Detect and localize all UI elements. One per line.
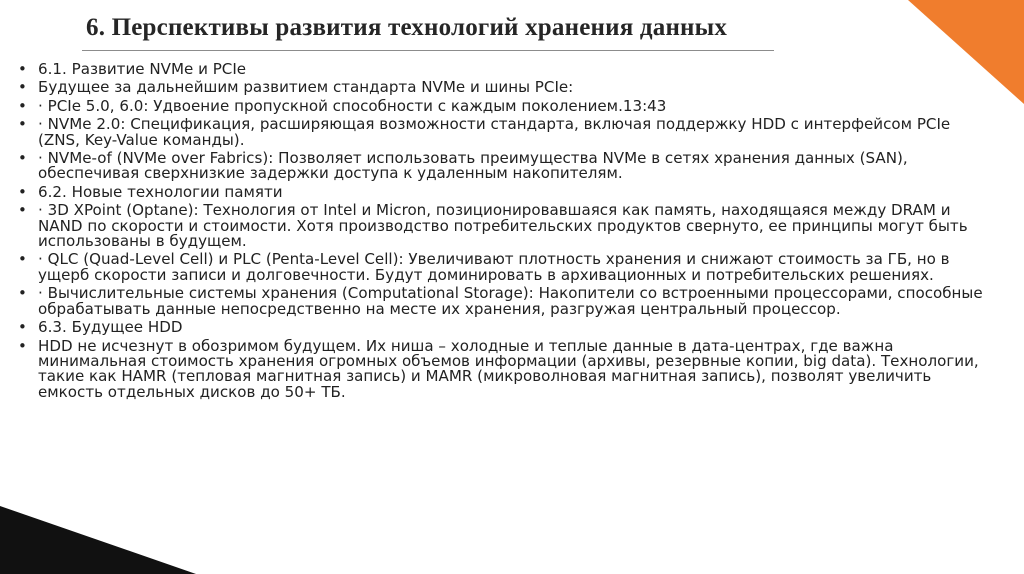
bullet-dot: • — [18, 115, 27, 134]
list-item — [16, 320, 986, 335]
bullet-dot: • — [18, 96, 27, 115]
list-item-text: 6.2. Новые технологии памяти — [38, 182, 283, 201]
list-item — [16, 203, 986, 249]
bullet-dot: • — [18, 318, 27, 337]
list-item-text: · Вычислительные системы хранения (Computational Storage): Накопители со встроенными процессорами, способные обрабатывать данные непосредственно на месте их хранения, разгружая центральный процессор. — [38, 284, 983, 318]
bullet-dot: • — [18, 60, 27, 78]
list-item — [16, 117, 986, 148]
list-item-text: 6.3. Будущее HDD — [38, 318, 183, 337]
list-item-text: · QLC (Quad-Level Cell) и PLC (Penta-Level Cell): Увеличивают плотность хранения и снижают стоимость за ГБ, но в ущерб скорости записи и долговечности. Будут доминировать в архивационных и потребительских решениях. — [38, 250, 950, 284]
bullet-dot: • — [18, 149, 27, 168]
list-item — [16, 336, 986, 401]
list-item-text: · PCIe 5.0, 6.0: Удвоение пропускной способности с каждым поколением.13:43 — [38, 96, 667, 115]
dark-corner-shape — [0, 506, 196, 574]
bullet-dot: • — [18, 284, 27, 303]
list-item — [16, 252, 986, 283]
bullet-dot: • — [18, 336, 27, 355]
list-item-text: 6.1. Развитие NVMe и PCIe — [38, 60, 247, 78]
list-item — [16, 151, 986, 182]
slide-title: 6. Перспективы развития технологий хранения данных — [86, 14, 728, 41]
bullet-list — [16, 62, 986, 403]
list-item — [16, 182, 986, 201]
list-item — [16, 286, 986, 317]
list-item — [16, 62, 986, 77]
list-item-text: · 3D XPoint (Optane): Технология от Intel и Micron, позиционировавшаяся как память, находящаяся между DRAM и NAND по скорости и стоимости. Хотя производство потребительских продуктов свернуто, ее принципы могут быть использованы в будущем. — [38, 201, 968, 251]
list-item — [16, 80, 986, 95]
list-item-text: Будущее за дальнейшим развитием стандарта NVMe и шины PCIe: — [38, 78, 574, 97]
list-item-text: HDD не исчезнут в обозримом будущем. Их ниша – холодные и теплые данные в дата-центрах, где важна минимальная стоимость хранения огромных объемов информации (архивы, резервные копии, big data). Технологии, такие как HAMR (тепловая магнитная запись) и MAMR (микроволновая магнитная запись), позволят увеличить емкость отдельных дисков до 50+ ТБ. — [38, 336, 979, 401]
bullet-dot: • — [18, 201, 27, 220]
title-divider — [82, 50, 774, 51]
list-item-text: · NVMe-of (NVMe over Fabrics): Позволяет использовать преимущества NVMe в сетях хранения данных (SAN), обеспечивая сверхнизкие задержки доступа к удаленным накопителям. — [38, 149, 908, 183]
bullet-dot: • — [18, 250, 27, 269]
bullet-dot: • — [18, 182, 27, 201]
list-item-text: · NVMe 2.0: Спецификация, расширяющая возможности стандарта, включая поддержку HDD с интерфейсом PCIe (ZNS, Key-Value команды). — [38, 115, 951, 149]
bullet-dot: • — [18, 78, 27, 97]
list-item — [16, 96, 986, 115]
